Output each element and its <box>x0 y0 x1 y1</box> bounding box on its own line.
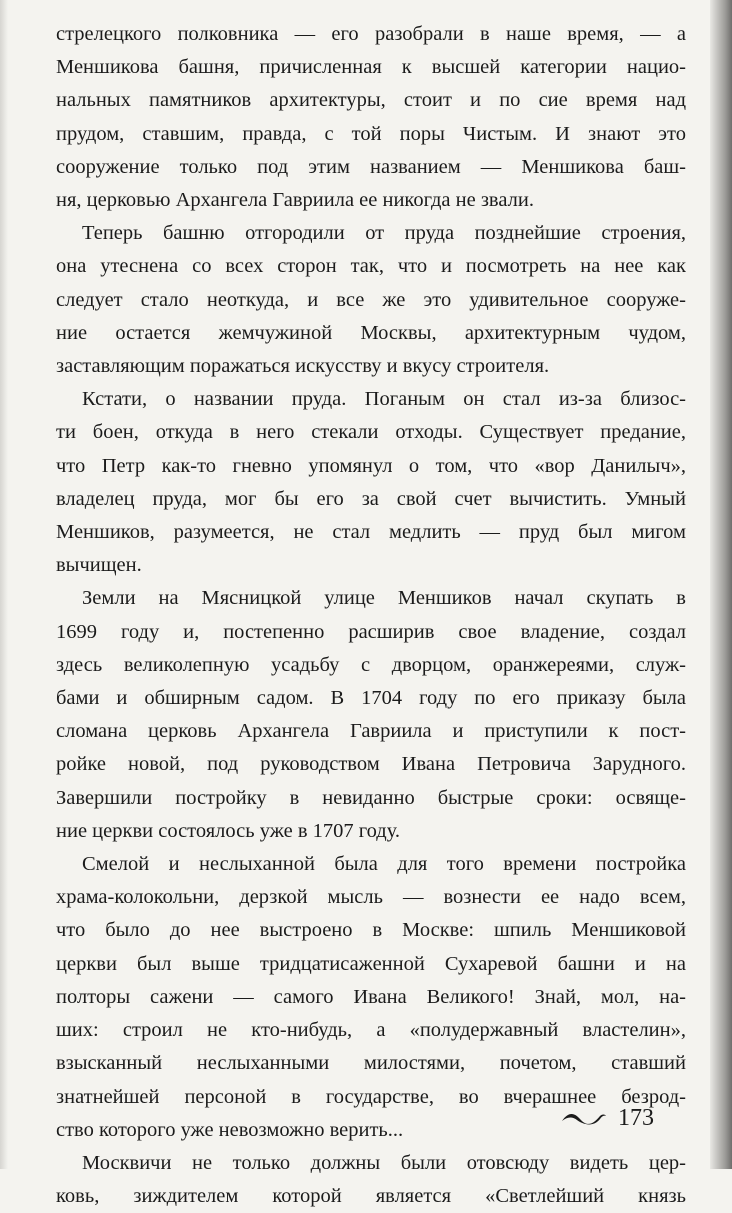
page-number: 173 <box>618 1105 654 1131</box>
text-line: Завершили постройку в невиданно быстрые сроки: освяще- <box>56 786 686 809</box>
text-line: Теперь башню отгородили от пруда позднейшие строения, <box>82 222 686 245</box>
text-line: знатнейшей персоной в государстве, во вчерашнее безрод- <box>56 1085 686 1108</box>
text-line: Земли на Мясницкой улице Меншиков начал скупать в <box>82 587 686 610</box>
text-line: храма-колокольни, дерзкой мысль — вознести ее надо всем, <box>56 886 686 909</box>
text-line: ня, церковью Архангела Гавриила ее никогда не звали. <box>56 189 534 212</box>
text-line: церкви был выше тридцатисаженной Сухаревой башни и на <box>56 952 686 975</box>
text-line: что Петр как-то гневно упомянул о том, что «вор Данилыч», <box>56 454 686 477</box>
text-line: владелец пруда, мог бы его за свой счет вычистить. Умный <box>56 487 686 510</box>
text-line: ство которого уже невозможно верить... <box>56 1118 404 1141</box>
text-line: ших: строил не кто-нибудь, а «полудержавный властелин», <box>56 1019 686 1042</box>
text-line: ти боен, откуда в него стекали отходы. Существует предание, <box>56 421 686 444</box>
text-line: сломана церковь Архангела Гавриила и приступили к пост- <box>56 720 686 743</box>
text-line: взысканный неслыханными милостями, почетом, ставший <box>56 1052 686 1075</box>
text-line: ковь, зиждителем которой является «Светлейший князь <box>56 1185 686 1208</box>
text-line: здесь великолепную усадьбу с дворцом, оранжереями, служ- <box>56 653 686 676</box>
text-line: ние остается жемчужиной Москвы, архитектурным чудом, <box>56 321 686 344</box>
book-page-text <box>56 18 686 1213</box>
text-line: она утеснена со всех сторон так, что и посмотреть на нее как <box>56 255 686 278</box>
text-line: 1699 году и, постепенно расширив свое владение, создал <box>56 620 686 643</box>
page-footer <box>560 1098 680 1138</box>
text-line: Меншикова башня, причисленная к высшей категории нацио- <box>56 56 686 79</box>
text-line: ройке новой, под руководством Ивана Петровича Зарудного. <box>56 753 686 776</box>
text-line: следует стало неоткуда, и все же это удивительное сооруже- <box>56 288 686 311</box>
text-line: сооружение только под этим названием — Меншикова баш- <box>56 155 686 178</box>
tilde-swash-ornament-icon <box>560 1110 608 1128</box>
text-line: заставляющим поражаться искусству и вкусу строителя. <box>56 355 550 378</box>
text-line: нальных памятников архитектуры, стоит и по сие время над <box>56 89 686 112</box>
text-line: Кстати, о названии пруда. Поганым он стал из-за близос- <box>82 388 686 411</box>
text-line: Меншиков, разумеется, не стал медлить — пруд был мигом <box>56 521 686 544</box>
text-line: что было до нее выстроено в Москве: шпиль Меншиковой <box>56 919 686 942</box>
text-line: Москвичи не только должны были отовсюду видеть цер- <box>82 1151 686 1174</box>
page-gutter-shadow <box>0 0 8 1169</box>
text-line: вычищен. <box>56 554 142 577</box>
text-line: прудом, ставшим, правда, с той поры Чистым. И знают это <box>56 122 686 145</box>
text-line: бами и обширным садом. В 1704 году по его приказу была <box>56 687 686 710</box>
text-line: полторы сажени — самого Ивана Великого! Знай, мол, на- <box>56 985 686 1008</box>
text-line: ние церкви состоялось уже в 1707 году. <box>56 819 401 842</box>
text-line: стрелецкого полковника — его разобрали в наше время, — а <box>56 23 686 45</box>
page-edge-shadow <box>710 0 732 1169</box>
text-line: Смелой и неслыханной была для того времени постройка <box>82 853 686 876</box>
